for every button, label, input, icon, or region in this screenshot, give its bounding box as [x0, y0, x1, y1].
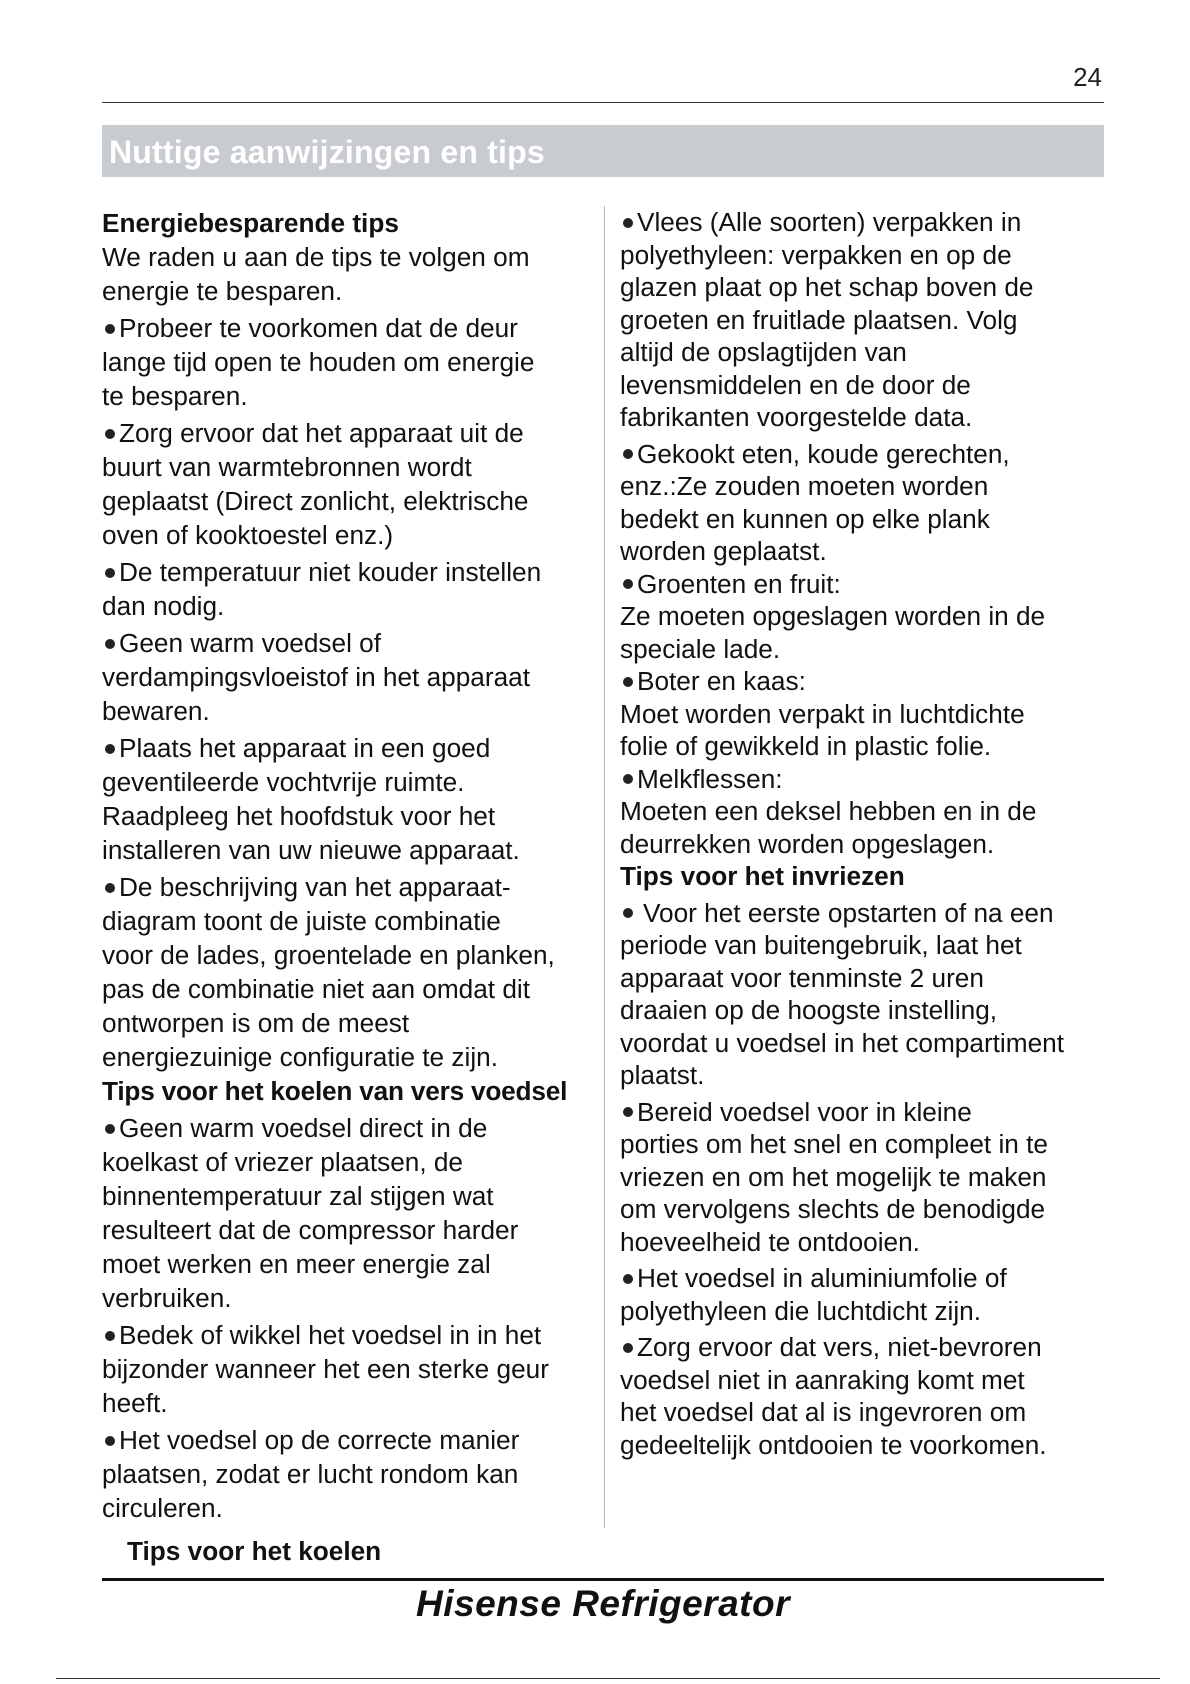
left-column — [102, 206, 608, 1525]
bullet-icon — [105, 1331, 115, 1341]
bullet-icon — [105, 1124, 115, 1134]
heading-energy-tips: Energiebesparende tips — [102, 208, 399, 238]
bullet-icon — [623, 218, 633, 228]
bullet-icon — [105, 883, 115, 893]
page-number: 24 — [1073, 62, 1102, 92]
tip-item: Vlees (Alle soorten) verpakken in polyethyleen: verpakken en op de glazen plaat op het schap boven de groeten en fruitlade plaatsen. Volg altijd de opslagtijden van levensmiddelen en de door de fabrikanten voorgestelde data. — [620, 207, 1034, 432]
bullet-icon — [623, 1343, 633, 1353]
tip-item: Het voedsel in aluminiumfolie of polyethyleen die luchtdicht zijn. — [620, 1263, 1007, 1326]
tip-item: Geen warm voedsel of verdampingsvloeistof in het apparaat bewaren. — [102, 628, 530, 726]
section-title: Nuttige aanwijzingen en tips — [109, 134, 545, 170]
bullet-icon — [623, 579, 633, 589]
bullet-icon — [105, 324, 115, 334]
tip-item: Zorg ervoor dat vers, niet-bevroren voedsel niet in aanraking komt met het voedsel dat al is ingevroren om gedeeltelijk ontdooien te voorkomen. — [620, 1332, 1047, 1460]
bullet-icon — [623, 1274, 633, 1284]
bullet-icon — [105, 429, 115, 439]
bullet-icon — [105, 1436, 115, 1446]
tip-item: Geen warm voedsel direct in de koelkast of vriezer plaatsen, de binnentemperatuur zal stijgen wat resulteert dat de compressor harder moet werken en meer energie zal verbruiken. — [102, 1113, 519, 1313]
bullet-icon — [623, 449, 633, 459]
intro-line: We raden u aan de tips te volgen om — [102, 242, 530, 272]
bullet-icon — [623, 908, 633, 918]
tip-item: Melkflessen: Moeten een deksel hebben en in de deurrekken worden opgeslagen. — [620, 763, 1037, 859]
tip-item: Probeer te voorkomen dat de deur lange tijd open te houden om energie te besparen. — [102, 313, 535, 411]
bullet-icon — [105, 639, 115, 649]
column-divider — [604, 206, 605, 1528]
page-bottom-rule — [56, 1678, 1160, 1679]
bullet-icon — [623, 1107, 633, 1117]
heading-fresh-food-cooling: Tips voor het koelen van vers voedsel — [102, 1076, 568, 1106]
tip-item: De temperatuur niet kouder instellen dan nodig. — [102, 557, 542, 621]
bullet-icon — [623, 677, 633, 687]
bullet-icon — [105, 744, 115, 754]
bullet-icon — [623, 774, 633, 784]
brand-footer: Hisense Refrigerator — [416, 1583, 790, 1624]
tip-item: Zorg ervoor dat het apparaat uit de buurt van warmtebronnen wordt geplaatst (Direct zonlicht, elektrische oven of kooktoestel enz.) — [102, 418, 529, 550]
heading-cooling-tips: Tips voor het koelen — [127, 1536, 382, 1566]
heading-freezing-tips: Tips voor het invriezen — [620, 861, 905, 891]
tip-item: Boter en kaas: Moet worden verpakt in luchtdichte folie of gewikkeld in plastic folie. — [620, 666, 1025, 761]
section-title-bar — [102, 125, 1104, 177]
tip-item: Groenten en fruit: Ze moeten opgeslagen worden in de speciale lade. — [620, 568, 1046, 664]
tip-item: Gekookt eten, koude gerechten, enz.:Ze zouden moeten worden bedekt en kunnen op elke plank worden geplaatst. — [620, 438, 1010, 566]
tip-item: De beschrijving van het apparaat- diagram toont de juiste combinatie voor de lades, groentelade en planken, pas de combinatie niet aan omdat dit ontworpen is om de meest energiezuinige configuratie te zijn. — [102, 872, 555, 1072]
tip-item: Bereid voedsel voor in kleine porties om het snel en compleet in te vriezen en om het mogelijk te maken om vervolgens slechts de benodigde hoeveelheid te ontdooien. — [620, 1096, 1048, 1257]
tip-item: Plaats het apparaat in een goed geventileerde vochtvrije ruimte. Raadpleeg het hoofdstuk voor het installeren van uw nieuwe apparaat. — [102, 733, 520, 865]
footer-rule — [102, 1578, 1104, 1581]
tip-item: Voor het eerste opstarten of na een periode van buitengebruik, laat het apparaat voor tenminste 2 uren draaien op de hoogste instelling, voordat u voedsel in het compartiment plaatst. — [620, 897, 1064, 1090]
right-column — [620, 206, 1108, 1461]
tip-item: Het voedsel op de correcte manier plaatsen, zodat er lucht rondom kan circuleren. — [102, 1425, 520, 1523]
bullet-icon — [105, 568, 115, 578]
tip-item: Bedek of wikkel het voedsel in in het bijzonder wanneer het een sterke geur heeft. — [102, 1320, 549, 1418]
intro-line: energie te besparen. — [102, 276, 343, 306]
header-rule — [102, 102, 1104, 103]
